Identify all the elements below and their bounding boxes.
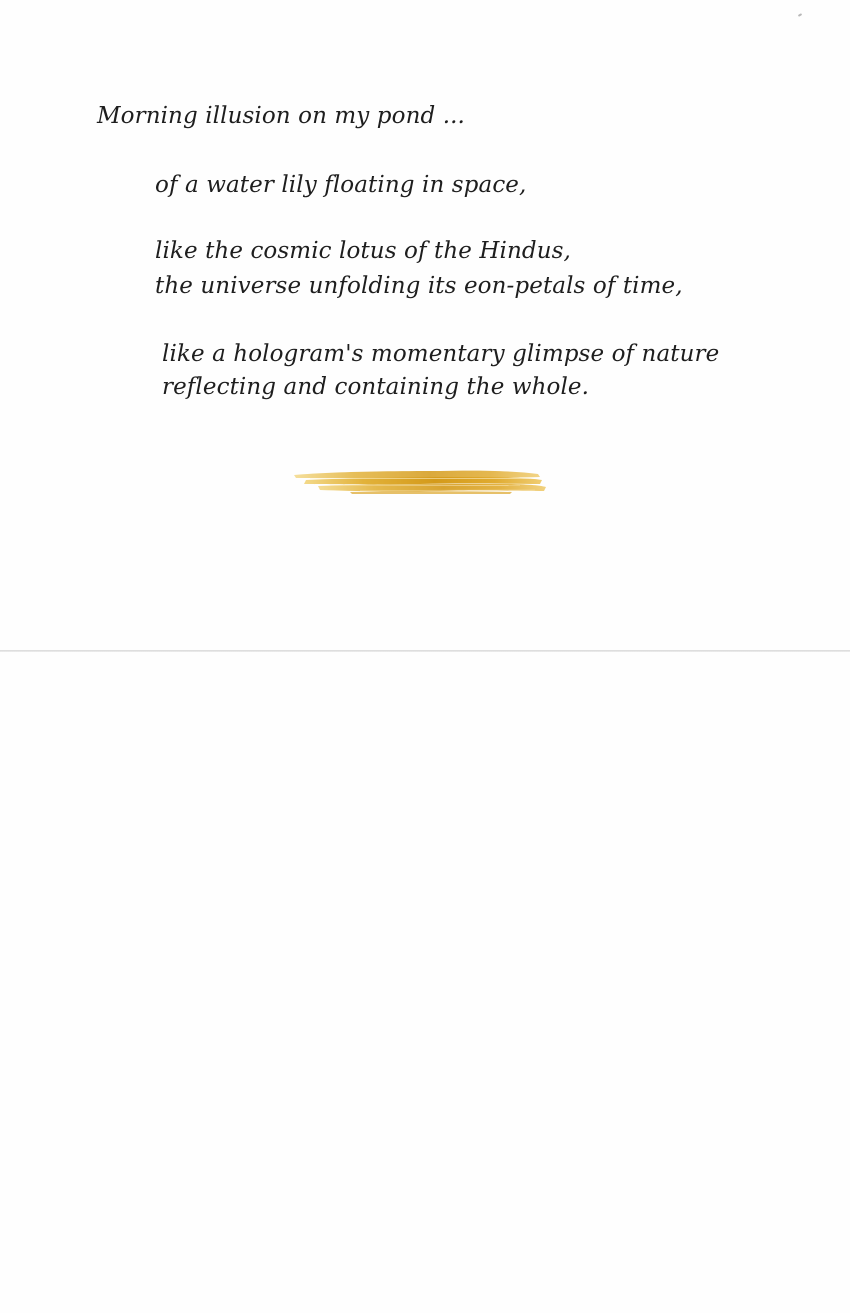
scan-speck	[798, 13, 802, 17]
card-fold-line	[0, 650, 850, 652]
poem-line-6: reflecting and containing the whole.	[162, 374, 590, 400]
poem-line-5: like a hologram's momentary glimpse of nature	[162, 341, 720, 367]
gold-brushstroke-divider	[290, 466, 550, 498]
poem-line-1: Morning illusion on my pond ...	[97, 103, 465, 129]
poem-line-2: of a water lily floating in space,	[155, 172, 527, 198]
poem-line-4: the universe unfolding its eon-petals of time,	[155, 273, 683, 299]
poem-line-3: like the cosmic lotus of the Hindus,	[155, 238, 571, 264]
